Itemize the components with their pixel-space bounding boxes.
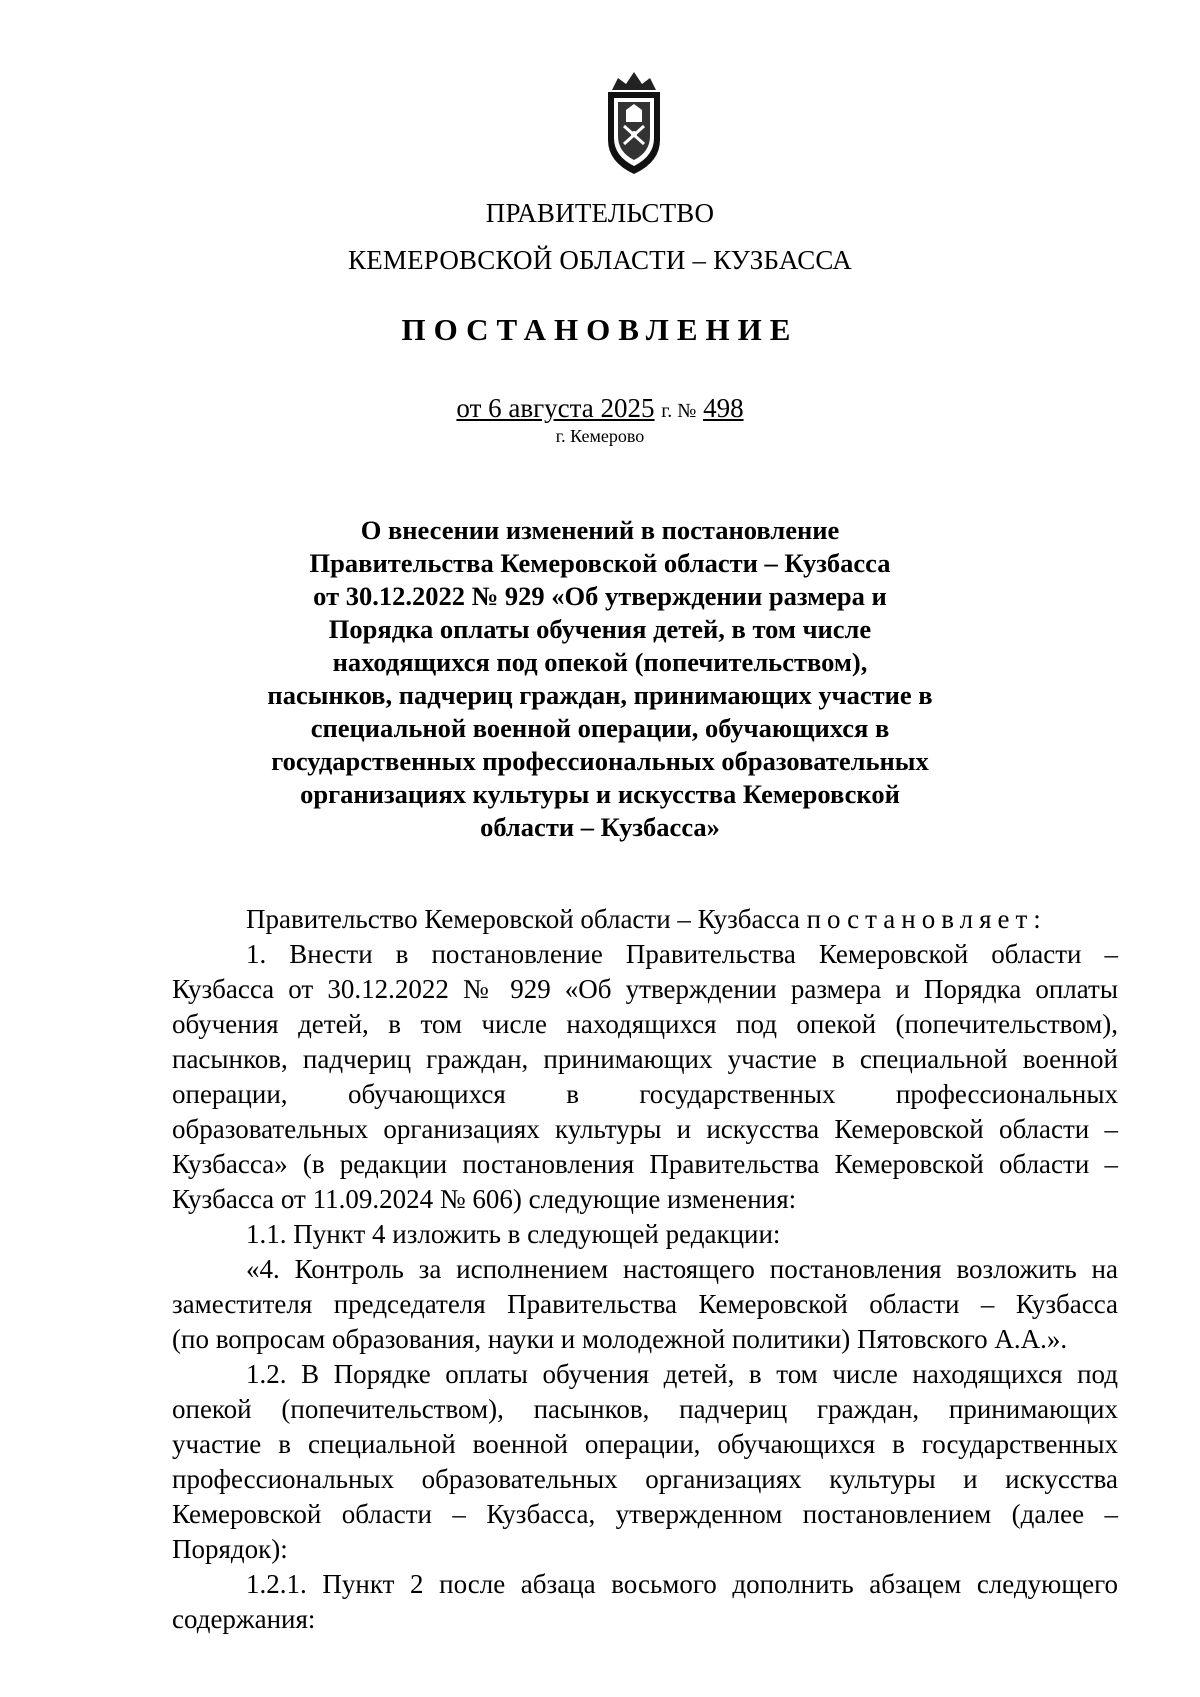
body-line: обучения детей, в том числе находящихся под опекой (попечительством),: [172, 1009, 1118, 1039]
title-line: организациях культуры и искусства Кемеровской: [300, 779, 900, 809]
coat-of-arms-icon: [598, 70, 670, 176]
title-line: пасынков, падчериц граждан, принимающих участие в: [267, 680, 933, 710]
body-line: Кемеровской области – Кузбасса, утвержденном постановлением (далее –: [172, 1499, 1118, 1529]
title-line: государственных профессиональных образовательных: [271, 746, 929, 776]
document-type-heading: ПОСТАНОВЛЕНИЕ: [401, 312, 799, 347]
decree-title: [220, 514, 980, 844]
body-line: 1. Внести в постановление Правительства Кемеровской области –: [246, 939, 1118, 969]
body-line: «4. Контроль за исполнением настоящего постановления возложить на: [246, 1254, 1118, 1284]
title-line: от 30.12.2022 № 929 «Об утверждении размера и: [313, 581, 887, 611]
body-line: содержания:: [172, 1604, 316, 1634]
title-line: О внесении изменений в постановление: [360, 515, 840, 545]
body-line: Кузбасса от 11.09.2024 № 606) следующие изменения:: [172, 1184, 797, 1214]
body-line: (по вопросам образования, науки и молодежной политики) Пятовского А.А.».: [172, 1324, 1068, 1354]
body-line: опекой (попечительством), пасынков, падчериц граждан, принимающих: [172, 1394, 1118, 1424]
decree-year-number-label: г. №: [661, 400, 697, 422]
intro-verb: постановляет:: [806, 904, 1047, 934]
body-line: образовательных организациях культуры и искусства Кемеровской области –: [172, 1114, 1118, 1144]
title-line: находящихся под опекой (попечительством),: [332, 647, 868, 677]
body-line: операции, обучающихся в государственных профессиональных: [172, 1079, 1118, 1109]
intro-text: Правительство Кемеровской области – Кузбасса: [246, 904, 800, 934]
body-line: заместителя председателя Правительства Кемеровской области – Кузбасса: [172, 1289, 1118, 1319]
title-line: области – Кузбасса»: [480, 812, 720, 842]
body-line: 1.2. В Порядке оплаты обучения детей, в том числе находящихся под: [246, 1359, 1118, 1389]
government-name-line1: ПРАВИТЕЛЬСТВО: [485, 198, 715, 228]
body-line: 1.2.1. Пункт 2 после абзаца восьмого дополнить абзацем следующего: [246, 1569, 1118, 1599]
body-line: Порядок):: [172, 1534, 288, 1564]
body-line: участие в специальной военной операции, обучающихся в государственных: [172, 1429, 1118, 1459]
decree-city: г. Кемерово: [555, 426, 645, 446]
body-line: 1.1. Пункт 4 изложить в следующей редакции:: [246, 1219, 781, 1249]
body-line: профессиональных образовательных организациях культуры и искусства: [172, 1464, 1118, 1494]
body-line: пасынков, падчериц граждан, принимающих участие в специальной военной: [172, 1044, 1118, 1074]
body-line: Кузбасса от 30.12.2022 № 929 «Об утверждении размера и Порядка оплаты: [172, 974, 1118, 1004]
title-line: Порядка оплаты обучения детей, в том числе: [328, 614, 872, 644]
decree-date: от 6 августа 2025: [456, 393, 655, 423]
decree-date-number: [0, 393, 1200, 424]
decree-number: 498: [703, 393, 744, 423]
body-intro: [172, 902, 1118, 937]
title-line: Правительства Кемеровской области – Кузбасса: [309, 548, 891, 578]
government-name-line2: КЕМЕРОВСКОЙ ОБЛАСТИ – КУЗБАССА: [348, 245, 852, 275]
decree-body: [172, 902, 1118, 1637]
body-line: Кузбасса» (в редакции постановления Правительства Кемеровской области –: [172, 1149, 1118, 1179]
title-line: специальной военной операции, обучающихся в: [310, 713, 890, 743]
